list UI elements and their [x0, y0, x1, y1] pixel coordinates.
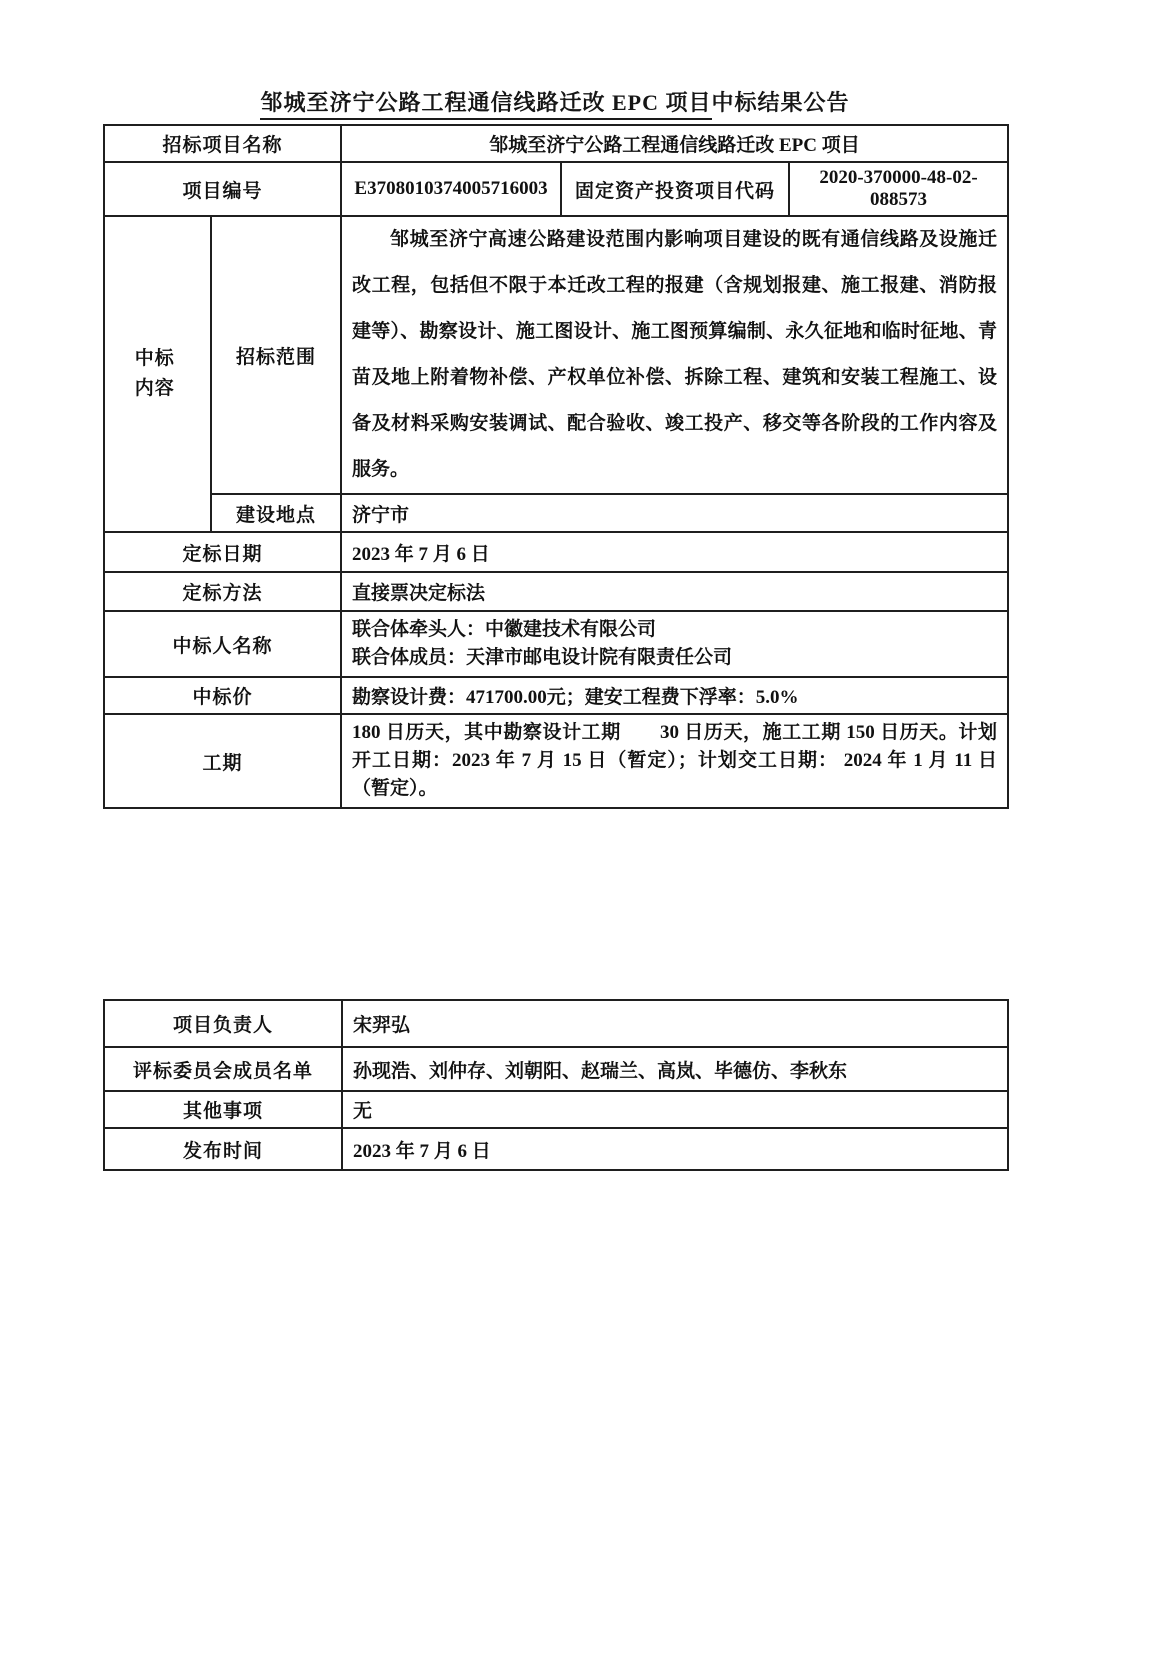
other-matters-value: 无 [342, 1091, 1008, 1128]
invest-code-label: 固定资产投资项目代码 [561, 162, 789, 216]
committee-members-label: 评标委员会成员名单 [104, 1047, 342, 1091]
row-other-matters [104, 1091, 1008, 1128]
row-winner [104, 611, 1008, 677]
committee-members-value: 孙现浩、刘仲存、刘朝阳、赵瑞兰、高岚、毕德仿、李秋东 [342, 1047, 1008, 1091]
publish-time-value: 2023 年 7 月 6 日 [342, 1128, 1008, 1170]
project-manager-label: 项目负责人 [104, 1000, 342, 1047]
winner-label: 中标人名称 [104, 611, 341, 677]
duration-value: 180 日历天，其中勘察设计工期 30 日历天，施工工期 150 日历天。计划开工日期：2023 年 7 月 15 日（暂定）；计划交工日期： 2024 年 1 月 11 日（暂定）。 [352, 722, 998, 799]
project-number-label: 项目编号 [104, 162, 341, 216]
row-bid-scope [104, 216, 1008, 494]
row-committee-members [104, 1047, 1008, 1091]
location-value: 济宁市 [341, 494, 1008, 532]
winner-leader: 联合体牵头人：中徽建技术有限公司 [352, 619, 657, 640]
page-title-underlined: 邹城至济宁公路工程通信线路迁改 EPC 项目 [260, 90, 711, 120]
project-manager-value: 宋羿弘 [342, 1000, 1008, 1047]
row-project-manager [104, 1000, 1008, 1047]
bid-scope-cell [341, 216, 1008, 494]
row-location [104, 494, 1008, 532]
duration-label: 工期 [104, 714, 341, 808]
page-title-rest: 中标结果公告 [711, 90, 850, 115]
winner-cell [341, 611, 1008, 677]
row-project-number [104, 162, 1008, 216]
row-bid-price [104, 677, 1008, 714]
bid-result-table [103, 124, 1009, 809]
publish-time-label: 发布时间 [104, 1128, 342, 1170]
duration-cell [341, 714, 1008, 808]
document-content [103, 0, 1007, 1171]
award-method-value: 直接票决定标法 [341, 572, 1008, 611]
project-name-value: 邹城至济宁公路工程通信线路迁改 EPC 项目 [341, 125, 1008, 162]
bid-scope-label: 招标范围 [211, 216, 341, 494]
row-publish-time [104, 1128, 1008, 1170]
bid-scope-value: 邹城至济宁高速公路建设范围内影响项目建设的既有通信线路及设施迁改工程，包括但不限于本迁改工程的报建（含规划报建、施工报建、消防报建等）、勘察设计、施工图设计、施工图预算编制、永久征地和临时征地、青苗及地上附着物补偿、产权单位补偿、拆除工程、建筑和安装工程施工、设备及材料采购安装调试、配合验收、竣工投产、移交等各阶段的工作内容及服务。 [352, 229, 998, 480]
row-project-name [104, 125, 1008, 162]
award-method-label: 定标方法 [104, 572, 341, 611]
award-date-label: 定标日期 [104, 532, 341, 572]
bid-price-label: 中标价 [104, 677, 341, 714]
row-duration [104, 714, 1008, 808]
award-content-group-label [104, 216, 211, 532]
project-number-value: E3708010374005716003 [341, 162, 561, 216]
committee-table [103, 999, 1009, 1171]
page-title [103, 86, 1007, 124]
row-award-date [104, 532, 1008, 572]
invest-code-value: 2020-370000-48-02-088573 [789, 162, 1008, 216]
row-award-method [104, 572, 1008, 611]
award-content-group-text: 中标内容 [134, 348, 175, 399]
bid-price-value: 勘察设计费：471700.00元；建安工程费下浮率：5.0% [341, 677, 1008, 714]
winner-member: 联合体成员：天津市邮电设计院有限责任公司 [352, 647, 733, 668]
award-date-value: 2023 年 7 月 6 日 [341, 532, 1008, 572]
location-label: 建设地点 [211, 494, 341, 532]
other-matters-label: 其他事项 [104, 1091, 342, 1128]
project-name-label: 招标项目名称 [104, 125, 341, 162]
